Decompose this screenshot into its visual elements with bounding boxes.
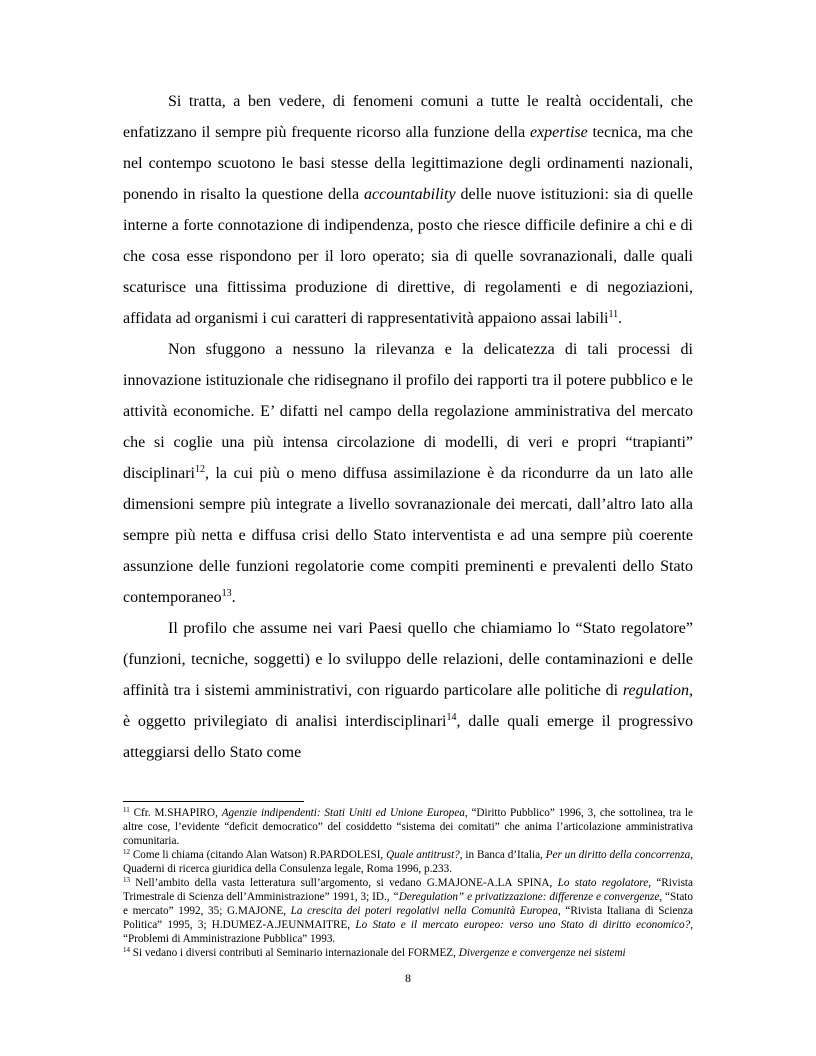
italic-title: Lo stato regolatore [557, 877, 649, 889]
text-run: . [231, 589, 236, 606]
body-text [123, 86, 693, 768]
footnote-number: 12 [123, 848, 130, 856]
text-run: Si tratta, a ben vedere, di fenomeni comuni a tutte le realtà occidentali, che enfatizzano il sempre più frequente ricorso alla funzione della [123, 93, 693, 141]
paragraph-1 [123, 86, 693, 334]
text-run: . [618, 310, 623, 327]
footnote-number: 13 [123, 876, 130, 884]
text-run: Il profilo che assume nei vari Paesi quello che chiamiamo lo “Stato regolatore” (funzioni, tecniche, soggetti) e lo sviluppo delle relazioni, delle contaminazioni e delle affinità tra i sistemi amministrativi, con riguardo particolare alle politiche di [123, 620, 693, 699]
text-run: , in Banca d’Italia, [459, 849, 546, 861]
italic-term-regulation: regulation [622, 682, 689, 699]
text-run: Si vedano i diversi contributi al Seminario internazionale del FORMEZ, [130, 947, 459, 959]
footnote-number: 11 [123, 806, 130, 814]
footnote-13 [123, 876, 693, 946]
footnote-12 [123, 848, 693, 876]
italic-title: Divergenze e convergenze nei sistemi [458, 947, 626, 959]
text-run: , la cui più o meno diffusa assimilazione è da ricondurre da un lato alle dimensioni sempre più integrate a livello sovranazionale dei mercati, dall’altro lato alla sempre più netta e diffusa crisi dello Stato interventista e ad una sempre più coerente assunzione delle funzioni regolatorie come compiti preminenti e prevalenti dello Stato contemporaneo [123, 465, 693, 606]
footnote-ref-14[interactable]: 14 [446, 712, 457, 723]
text-run: Non sfuggono a nessuno la rilevanza e la delicatezza di tali processi di innovazione istituzionale che ridisegnano il profilo dei rapporti tra il potere pubblico e le attività economiche. E’ difatti nel campo della regolazione amministrativa del mercato che si coglie una più intensa circolazione di modelli, di veri e propri “trapianti” disciplinari [123, 341, 693, 482]
italic-title: Per un diritto della concorrenza [545, 849, 691, 861]
text-run: , “Rivista Trimestrale di Scienza dell’Amministrazione” 1991, 3; ID., [123, 877, 693, 903]
text-run: , “Stato e mercato” 1992, 35; G.MAJONE, [123, 891, 694, 917]
page-number: 8 [405, 971, 411, 985]
footnote-ref-11[interactable]: 11 [608, 309, 619, 320]
text-run: , “Rivista Italiana di Scienza Politica” 1995, 3; H.DUMEZ-A.JEUNMAITRE, [123, 905, 693, 931]
text-run: tecnica, ma che nel contempo scuotono le basi stesse della legittimazione degli ordinamenti nazionali, ponendo in risalto la questione della [123, 124, 694, 203]
italic-title: La crescita dei poteri regolativi nella Comunità Europea [290, 905, 558, 917]
footnote-number: 14 [123, 946, 130, 954]
text-run: , “Diritto Pubblico” 1996, 3, che sottolinea, tra le altre cose, l’evidente “deficit democratico” del cosiddetto “sistema dei comitati” che anima l’articolazione amministrativa comunitaria. [123, 807, 693, 847]
italic-title: Quale antitrust? [386, 849, 460, 861]
footnote-ref-12[interactable]: 12 [194, 464, 205, 475]
paragraph-3 [123, 613, 693, 768]
text-run: Come li chiama (citando Alan Watson) R.PARDOLESI, [130, 849, 387, 861]
italic-title: Agenzie indipendenti: Stati Uniti ed Unione Europea [221, 807, 465, 819]
paragraph-2 [123, 334, 693, 613]
text-run: , “Problemi di Amministrazione Pubblica” 1993. [123, 919, 694, 945]
text-run: , dalle quali emerge il progressivo atteggiarsi dello Stato come [123, 713, 693, 761]
text-run: Cfr. M.SHAPIRO, [129, 807, 222, 819]
italic-term-expertise: expertise [529, 124, 588, 141]
italic-title: Lo Stato e il mercato europeo: verso uno Stato di diritto economico? [355, 919, 691, 931]
footnote-separator [123, 801, 304, 802]
footnote-14 [123, 946, 693, 960]
italic-term-accountability: accountability [364, 186, 456, 203]
text-run: Nell’ambito della vasta letteratura sull’argomento, si vedano G.MAJONE-A.LA SPINA, [130, 877, 558, 889]
footnote-11 [123, 806, 693, 848]
footnotes [123, 806, 693, 960]
footnote-ref-13[interactable]: 13 [221, 588, 232, 599]
text-run: delle nuove istituzioni: sia di quelle interne a forte connotazione di indipendenza, posto che riesce difficile definire a chi e di che cosa esse rispondono per il loro operato; sia di quelle sovranazionali, dalle quali scaturisce una fittissima produzione di direttive, di regolamenti e di negoziazioni, affidata ad organismi i cui caratteri di rappresentatività appaiono assai labili [123, 186, 694, 327]
italic-title: “Deregulation” e privatizzazione: differenze e convergenze [392, 891, 660, 903]
text-run: , è oggetto privilegiato di analisi interdisciplinari [123, 682, 693, 730]
text-run: , Quaderni di ricerca giuridica della Consulenza legale, Roma 1996, p.233. [123, 849, 694, 875]
